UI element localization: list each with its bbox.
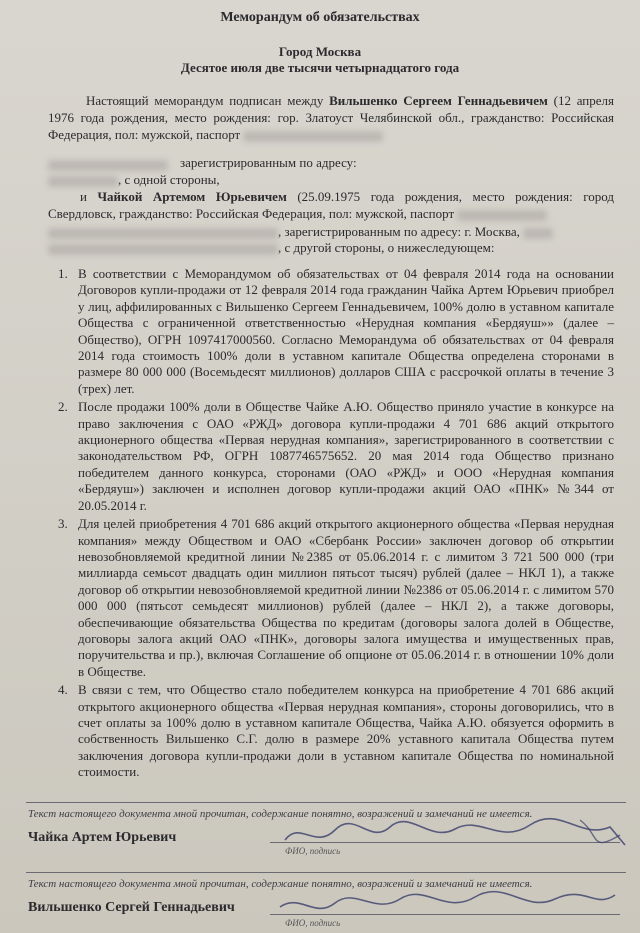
list-item: 4. В связи с тем, что Общество стало победителем конкурса на приобретение 4 701 686 акций открытого акционерного общества «Первая нерудная компания», стороны договорились, что в счет оплаты за 100% долю в уставном капитале Общества, Чайка А.Ю. обязуется оформить в собственность Вильшенко С.Г. долю в размере 20% уставного капитала Общества путем заключения договора купли-продажи доли в уставном капитале Общества по номинальной стоимости. bbox=[58, 682, 614, 780]
side-one-line: , с одной стороны, bbox=[48, 172, 220, 188]
intro-paragraph-2: и Чайкой Артемом Юрьевичем (25.09.1975 года рождения, место рождения: город Свердловск, гражданство: Российская Федерация, пол: мужской, паспорт bbox=[48, 189, 614, 221]
handwritten-signature-2 bbox=[275, 885, 625, 925]
redacted-line-1 bbox=[48, 156, 168, 172]
side-two-line: , с другой стороны, о нижеследующем: bbox=[48, 240, 495, 256]
signature-divider-1 bbox=[26, 802, 626, 803]
redacted-passport-2 bbox=[457, 210, 547, 221]
list-item: 1. В соответствии с Меморандумом об обязательствах от 04 февраля 2014 года на основании Договоров купли-продажи от 12 февраля 2014 года гражданин Чайка Артем Юрьевич приобрел у лиц, аффилированных с Вильшенко Сергеем Геннадьевичем, 100% долю в уставном капитале Общества с ограниченной ответственностью «Нерудная компания «Бердяуш»» (далее – Общество), ОГРН 1097417000560. Согласно Меморандума об обязательствах от 04 февраля 2014 года стоимость 100% доли в уставном капитале Общества определена сторонами в размере 80 000 000 (Восемьдесят миллионов) долларов США с рассрочкой оплаты в течение 3 (трех) лет. bbox=[58, 266, 614, 396]
redacted-passport-1 bbox=[243, 131, 383, 142]
list-item: 2. После продажи 100% доли в Обществе Чайке А.Ю. Общество приняло участие в конкурсе на право заключения с ОАО «РЖД» договора купли-продажи 4 701 686 акций открытого акционерного общества «Первая нерудная компания», зарегистрированного в соответствии с законодательством РФ, ОГРН 1087746575652. 20 мая 2014 года Общество признано победителем данного конкурса, сторонами (ОАО «РЖД» и ООО «Нерудная компания «Бердяуш») заключен и исполнен договор купли-продажи акций ОАО «ПНК» №344 от 20.05.2014 г. bbox=[58, 399, 614, 513]
handwritten-signature-1 bbox=[280, 815, 635, 855]
list-item: 3. Для целей приобретения 4 701 686 акций открытого акционерного общества «Первая нерудная компания» между Обществом и ОАО «Сбербанк России» заключен договор об открытии невозобновляемой кредитной линии №2385 от 05.06.2014 г. с лимитом 3 721 500 000 (три миллиарда семьсот двадцать один миллион пятьсот тысяч) рублей (далее – НКЛ 1), а также договор об открытии невозобновляемой кредитной линии №2386 от 05.06.2014 г. с лимитом 570 000 000 (пятьсот семьдесят миллионов) рублей (далее – НКЛ 2), а также договоры, обеспечивающие обязательства Общества по кредитам (договоры залога долей в Обществе, договоры залога акций ОАО «ПНК», договоры залога имущества и имущественных прав, поручительства и пр.), включая Соглашение об опционе от 05.06.2014 г. в отношении 10% доли в Обществе. bbox=[58, 516, 614, 679]
fio-label-1: ФИО, подпись bbox=[285, 846, 341, 856]
document-title: Меморандум об обязательствах bbox=[220, 10, 420, 25]
registered-address-1: зарегистрированным по адресу: bbox=[180, 155, 357, 170]
signer-2-name: Вильшенко Сергей Геннадьевич bbox=[28, 900, 235, 915]
party1-name: Вильшенко Сергеем Геннадьевичем bbox=[329, 93, 548, 108]
intro-paragraph-1: Настоящий меморандум подписан между Вильшенко Сергеем Геннадьевичем (12 апреля 1976 года рождения, место рождения: гор. Златоуст Челябинской обл., гражданство: Российская Федерация, пол: мужской, паспорт bbox=[48, 93, 615, 142]
party2-name: Чайкой Артемом Юрьевичем bbox=[97, 189, 287, 204]
signature-statement-1: Текст настоящего документа мной прочитан, содержание понятно, возражений и замечаний не имеется. bbox=[28, 808, 533, 820]
obligations-list bbox=[58, 266, 614, 783]
signature-divider-2 bbox=[26, 872, 626, 873]
document-date: Десятое июля две тысячи четырнадцатого года bbox=[180, 60, 460, 75]
document-city: Город Москва bbox=[278, 44, 362, 59]
signature-statement-2: Текст настоящего документа мной прочитан, содержание понятно, возражений и замечаний не имеется. bbox=[28, 878, 533, 890]
fio-label-2: ФИО, подпись bbox=[285, 918, 341, 928]
signer-1-name: Чайка Артем Юрьевич bbox=[28, 830, 177, 845]
registered-address-2-line: , зарегистрированным по адресу: г. Москва, bbox=[48, 224, 553, 240]
